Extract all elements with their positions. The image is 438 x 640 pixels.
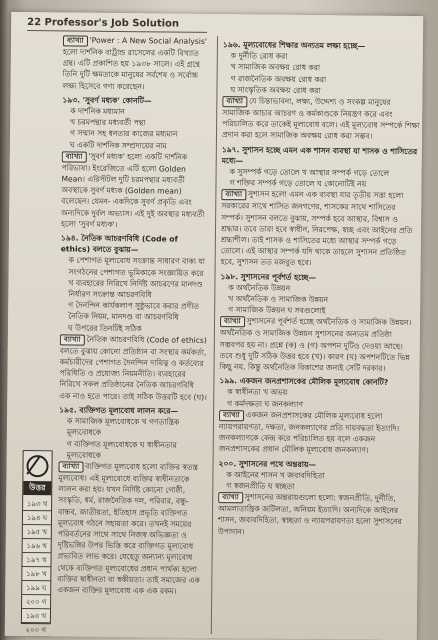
explanation-tag: ব্যাখ্যা [58, 461, 83, 472]
left-column [57, 34, 211, 634]
question-text: ১৯৯. একজন জনপ্রশাসকের মৌলিক মূল্যবোধ কোনটি? [219, 376, 389, 388]
explanation-paragraph [219, 409, 417, 457]
explanation-tag: ব্যাখ্যা [218, 492, 243, 503]
answer-key-row: ১৯৯ ঘ [22, 581, 50, 595]
explanation-paragraph [59, 333, 208, 403]
answer-option: ঘ সাংস্কৃতিক অবক্ষয় রোধ করা [230, 84, 321, 95]
explanation-text: যে চিন্তাভাবনা, লক্ষ্য, উদ্দেশ্য ও সংকল্প মানুষের সামাজিক আচার আচরণ ও কর্মকাণ্ডকে নিয়ন্ত্রণ করে এবং পরিচালিত করে তাকেই মূল্যবোধ বলে। এই মূল্যবোধ সম্পর্কে শিক্ষা প্রদান করা হলে সামাজিক অবক্ষয় রোধ করা সম্ভব। [221, 96, 420, 142]
answer-option: খ চরমপন্থার মধ্যবর্তী পন্থা [70, 117, 146, 128]
answer-option: ঘ উপরের তিনটিই সঠিক [67, 323, 142, 333]
explanation-text: একজন জনপ্রশাসকের মৌলিক মূল্যবোধ হলো ন্যায়পরায়ণতা, দক্ষতা, জনকল্যাণের প্রতি দায়বদ্ধতা ইত্যাদি। জনকল্যাণকে কেন্দ্র করে পরিচালিত হয় বলে একজন জনপ্রশাসকের প্রধান মৌলিক মূল্যবোধ জনকল্যাণ। [218, 410, 400, 455]
answer-option: ক আইনের শাসন খ জবাবদিহিতা [226, 469, 325, 480]
answer-key-row: ১৯৩ খ [23, 497, 51, 511]
question-text: ১৯৪. নৈতিক আচরণবিধি (Code of ethics) বলতে বুঝায়— [60, 233, 178, 255]
question-text: ১৯৩. 'সুবর্ণ মধ্যক' কোনটি— [62, 95, 152, 106]
explanation-paragraph [61, 150, 210, 231]
answer-option: গ শক্তির সম্পর্ক গড়ে তোলে ঘ কোনোটিই নয় [229, 178, 367, 189]
explanation-text: ব্যক্তিগত মূল্যবোধ হলো ব্যক্তির স্বতন্ত্র মূল্যবোধ। এই মূল্যবোধে ব্যক্তির স্বাধীনতাকে লালন করা হয়। যখন নির্দিষ্ট কোনো গোষ্ঠী, সংস্কৃতি, ধর্ম, রাজনৈতিক দল, পরিবার, বন্ধু-বান্ধব, জাতীয়তা, ইতিহাস প্রভৃতি ব্যক্তিগত মূল্যবোধ গঠনে সহায়তা করে। তখনই সময়ের পরিবর্তনের সাথে সাথে নিজস্ব অভিজ্ঞতা ও দৃষ্টিভঙ্গির উপর ভিত্তি করে ব্যক্তিগত মূল্যবোধ প্রভাবিত লাভ করে। যেহেতু অন্যান্য মূল্যবোধ থেকে ব্যক্তিগত মূল্যবোধের প্রধান পার্থক্য হলো ব্যক্তির স্বাধীনতা বা স্বকীয়তা। তাই সমাজের এক একজন ব্যক্তির মূল্যবোধ এক এক রকম। [57, 461, 200, 596]
explanation-tag: ব্যাখ্যা [221, 190, 246, 201]
answer-key-row: ১৯৮ খ [22, 567, 50, 581]
answer-option: ক অর্থনৈতিক উন্নয়ন [228, 283, 291, 293]
question-text: ১৯৫. ব্যক্তিগত মূল্যবোধ লালন করে— [59, 405, 179, 416]
answer-option: গ স্বজনপ্রীতি ঘ স্বচ্ছতা [226, 481, 295, 491]
answer-key-row: ২০০ গ [22, 623, 50, 637]
answer-option: গ রাজনৈতিক অবক্ষয় রোধ করা [230, 73, 327, 84]
explanation-paragraph [222, 95, 420, 143]
explanation-paragraph [57, 460, 206, 597]
answer-option: ক স্বাধীনতা খ অভয় [227, 387, 288, 398]
explanation-tag: ব্যাখ্যা [60, 334, 85, 345]
answer-option: ক সামাজিক মূল্যবোধকে খ গণতান্ত্রিক মূল্যবোধকে [66, 416, 180, 438]
answer-option: গ দৈনন্দিন কার্যকলাপ সুষ্ঠুভাবে করার প্রণীত নৈতিক নিয়ম, মানদণ্ড বা আচরণবিধি [68, 300, 200, 323]
answer-key-row: ১৯৩ খ [22, 609, 50, 623]
answer-option: গ ব্যক্তিগত মূল্যবোধকে ঘ স্বাধীনতার মূল্যবোধকে [66, 438, 177, 460]
book-page [5, 12, 424, 640]
explanation-paragraph [221, 189, 420, 270]
answer-option: ক পেশাগত মূল্যবোধ সংক্রান্ত সাধারণ বাক্য যা সংগঠনের পেশাগত ভূমিকাকে সংজ্ঞায়িত করে [68, 255, 205, 278]
answer-key-row: ১৯৭ খ [22, 553, 50, 567]
answer-option: ক সুসম্পর্ক গড়ে তোলে খ আস্থার সম্পর্ক গড়ে তোলে [229, 167, 390, 178]
explanation-tag: ব্যাখ্যা [222, 96, 247, 107]
answer-key-list [22, 497, 51, 637]
explanation-paragraph [220, 316, 419, 375]
answer-key-title: উত্তর [23, 481, 51, 495]
answer-option: ঘ একটি দার্শনিক সম্প্রদায়ের নাম [69, 140, 167, 151]
answer-key-row: ১৯৪ ঘ [23, 511, 51, 525]
explanation-text: সুশাসনের পূর্বশর্ত হচ্ছে অর্থনৈতিক ও সামাজিক উন্নয়ন। অর্থনৈতিক ও সামাজিক উন্নয়ন সুশাসনের অন্যতম প্রতিষ্ঠা সম্ভবপর হয় না। প্রশ্নে (ক) ও (গ) অপশন দুটিও দেওয়া আছে। তবে শুধু দুটি সঠিক উত্তর হবে (খ)। কারণ (ঘ) অপশনটিতে ভিন্ন কিছু নয়, কিন্তু অর্থনৈতিক বিকাশের জন্যই সেটি দরকার। [219, 316, 412, 373]
question-text: ১৯৭. সুশাসন হচ্ছে এমন এক শাসন ব্যবস্থা যা শাসক ও শাসিতের মধ্যে— [221, 144, 418, 166]
answer-option: খ ব্যবহারের নিরিখে নির্দিষ্ট আচরণের মানদণ্ড নির্ধারণ সংক্রান্ত আচরণবিধি [68, 278, 203, 300]
explanation-text: 'Power : A New Social Analysis' হলো দার্শনিক বার্ট্রান্ড রাসেলের একটি বিখ্যাত গ্রন্থ। এটি প্রকাশিত হয় ১৯৩৮ সালে। এই গ্রন্থে তিনি দুটি ক্ষমতাকে মানুষের সর্বশেষ ও সর্বোচ্চ লক্ষ্য হিসেবে গণ্য করেছেন। [62, 35, 207, 91]
explanation-text: নৈতিক আচরণবিধি (Code of ethics) বলতে বুঝায় কোনো প্রতিষ্ঠান বা সংস্থার কর্মকর্তা, কর্মচারীদের পেশাগত দৈনন্দিন দায়িত্ব ও কর্তব্যের পরিধিতি ও প্রযোজ্য নিয়মনীতি। ব্যবহারের নিরিখে সকল প্রতিষ্ঠানের নৈতিক আচরণবিধি এক নাও হতে পারে। তাই সঠিক উত্তরটি হবে (ঘ)। [59, 334, 207, 402]
explanation-paragraph [62, 34, 211, 92]
answer-option: গ সামাজিক উন্নয়ন ঘ সবগুলোই [228, 305, 326, 316]
right-column [217, 36, 421, 636]
answer-option: গ সম্মান সহ ধনতার কাজের মধ্যমান [69, 128, 178, 140]
question-text: ১৯৬. মূল্যবোধের শিক্ষার অন্যতম লক্ষ্য হচ্ছে— [222, 40, 366, 51]
answer-option: ক দুর্নীতি রোধ করা [230, 51, 288, 61]
answer-option: ক দার্শনিক মধ্যমান [70, 106, 125, 117]
answer-option: খ সামাজিক অবক্ষয় রোধ করা [230, 62, 321, 73]
question-text: ২০০. সুশাসনের পথে অন্তরায়— [218, 458, 317, 469]
explanation-paragraph [218, 491, 416, 539]
answer-key-row: ১৯৫ খ [23, 525, 51, 539]
explanation-text: সুশাসনের অন্তরায়গুলো হলো: স্বজনপ্রীতি, দুর্নীতি, আমলাতান্ত্রিক জটিলতা, অনিয়ম ইত্যাদি। অন্যদিকে আইনের শাসন, জবাবদিহিতা, স্বচ্ছতা ও ন্যায়পরায়ণতা হলো সুশাসনের উপাদান। [217, 492, 402, 536]
answer-key-row: ২০০ গ [22, 595, 50, 609]
question-text: ১৯৮. সুশাসনের পূর্বশর্ত হচ্ছে— [220, 271, 317, 282]
explanation-tag: ব্যাখ্যা [62, 151, 87, 162]
explanation-text: 'সুবর্ণ মধ্যক' হলো একটি দার্শনিক পরিভাষা। ইংরেজিতে এটি হলো Golden Mean। এরিস্টটল দুটি চরমপন্থার মধ্যবর্তী অবস্থাকে সুবর্ণ মধ্যক (Golden mean) বলেছেন। যেমন- একদিকে সুবর্ণ প্রকৃতি এবং অন্যদিকে দুর্বল অভ্যাস। এই দুই অবস্থার মধ্যবর্তী হলো 'সুবর্ণ মধ্যক'। [61, 151, 205, 229]
explanation-text: সুশাসন হলো এমন এক ব্যবস্থা যার তৃতীয় সত্তা হলো সরকারের সাথে শাসিত জনগণের, শাসকের সাথে শাসিতের সম্পর্ক। সুশাসন বলতে বুঝায়, সম্পর্ক হবে আস্থার, বিশ্বাস ও শ্রদ্ধার। তবে তারা হবে স্বাধীন, নিরপেক্ষ, স্বচ্ছ এবং আইনের প্রতি শ্রদ্ধাশীল। তাই শাসক ও শাসিতের মধ্যে আস্থার সম্পর্ক গড়ে তোলে। এই আস্থার সম্পর্ক যদি থাকে তাহলে সুশাসন প্রতিষ্ঠিত হবে, সুশাসন তত মজবুত হবে। [220, 189, 413, 268]
page-header: 22 Professor's Job Solution [27, 17, 207, 33]
answer-key-box [21, 450, 53, 635]
explanation-tag: ব্যাখ্যা [219, 410, 244, 421]
answer-option: খ অর্থনৈতিক ও সামাজিক উন্নয়ন [228, 294, 329, 305]
explanation-tag: ব্যাখ্যা [63, 35, 88, 46]
answer-option: গ কর্মদক্ষতা ঘ জনকল্যাণ [227, 398, 304, 409]
explanation-tag: ব্যাখ্যা [220, 317, 245, 328]
answer-key-row: ১৯৬ খ [23, 539, 51, 553]
